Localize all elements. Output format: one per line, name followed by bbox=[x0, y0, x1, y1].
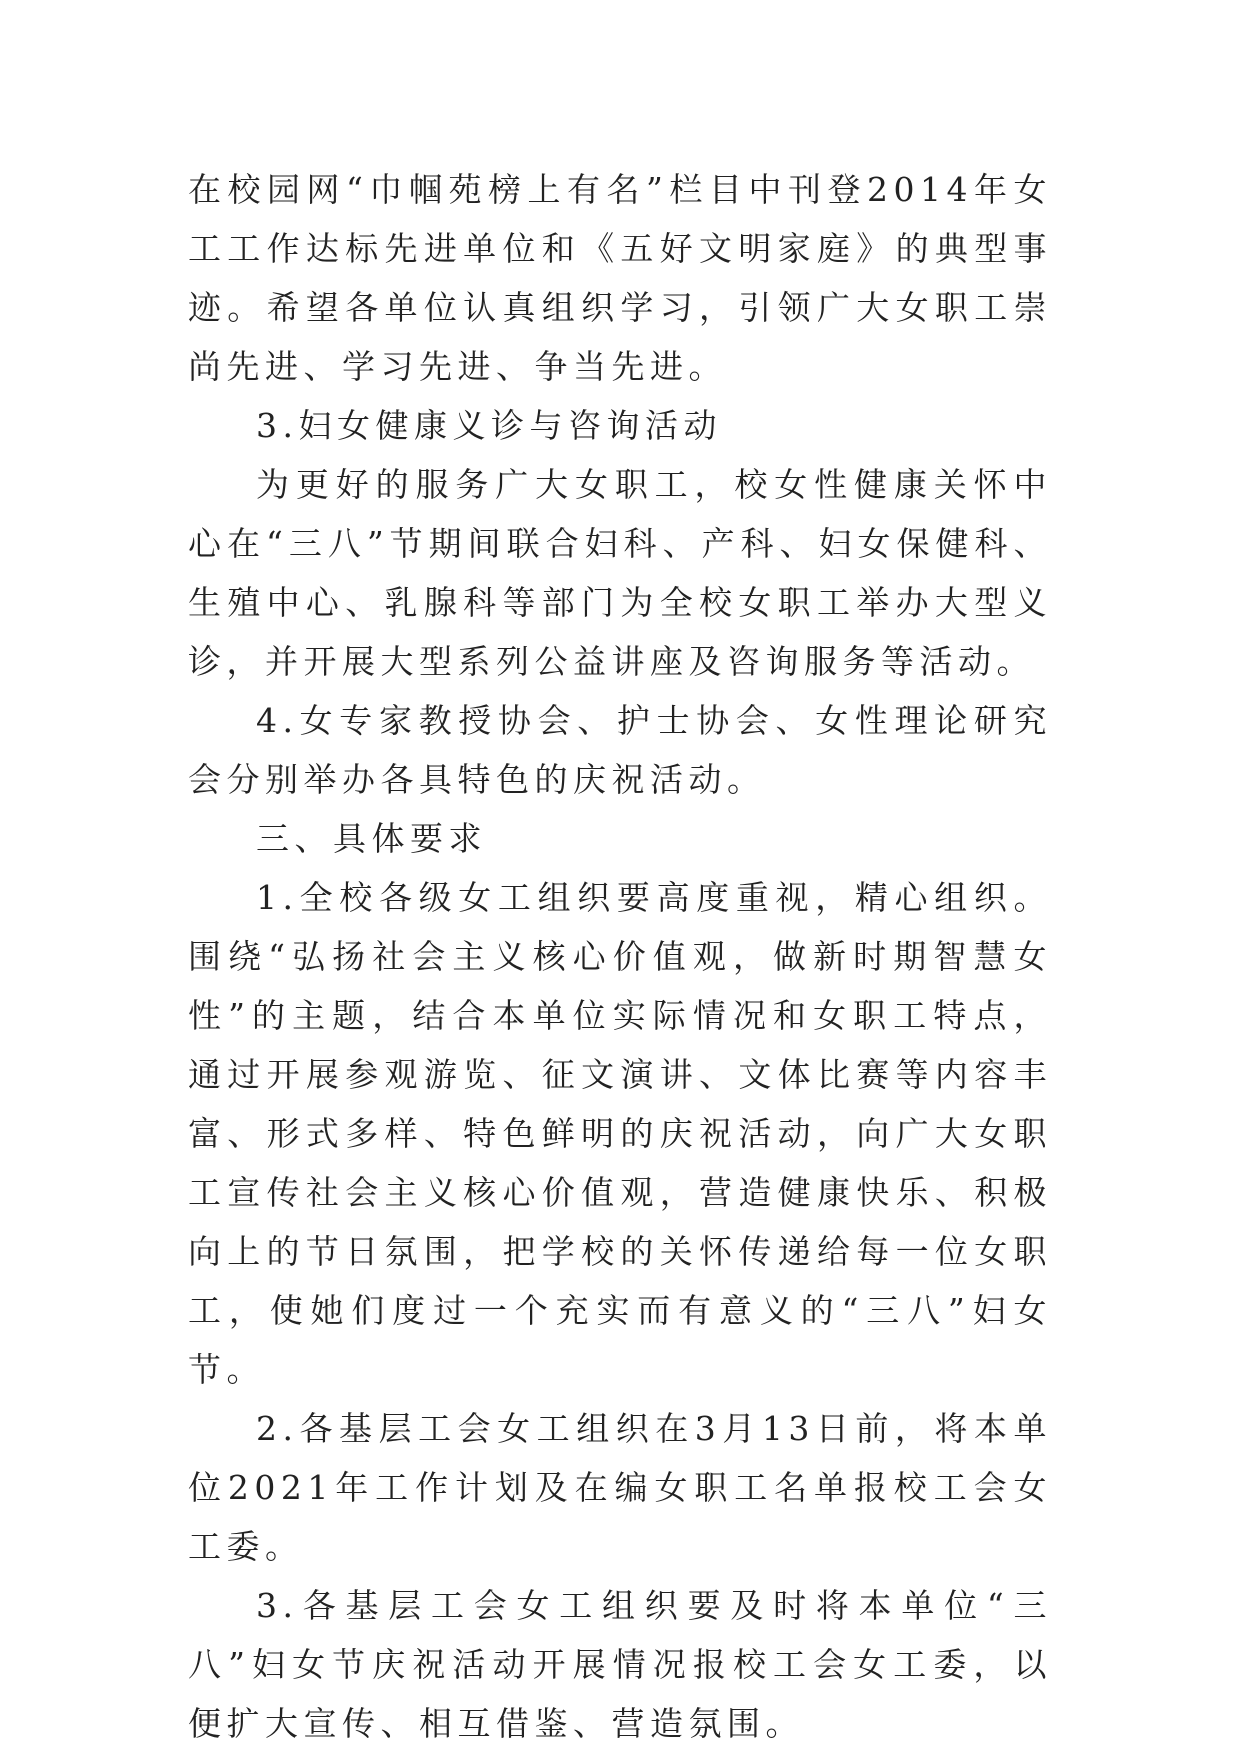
section-heading-requirements: 三、具体要求 bbox=[256, 819, 487, 858]
subheading-health-clinic: 3.妇女健康义诊与咨询活动 bbox=[256, 406, 722, 445]
paragraph-associations: 4.女专家教授协会、护士协会、女性理论研究会分别举办各具特色的庆祝活动。 bbox=[188, 701, 1052, 799]
paragraph-requirement-3: 3.各基层工会女工组织要及时将本单位“三八”妇女节庆祝活动开展情况报校工会女工委，以便扩大宣传、相互借鉴、营造氛围。 bbox=[188, 1586, 1052, 1743]
paragraph-health-clinic: 为更好的服务广大女职工，校女性健康关怀中心在“三八”节期间联合妇科、产科、妇女保健科、生殖中心、乳腺科等部门为全校女职工举办大型义诊，并开展大型系列公益讲座及咨询服务等活动。 bbox=[188, 465, 1052, 681]
paragraph-publication-notice: 在校园网“巾帼苑榜上有名”栏目中刊登2014年女工工作达标先进单位和《五好文明家庭》的典型事迹。希望各单位认真组织学习，引领广大女职工崇尚先进、学习先进、争当先进。 bbox=[188, 170, 1052, 386]
document-body bbox=[188, 160, 1052, 1753]
paragraph-requirement-1: 1.全校各级女工组织要高度重视，精心组织。围绕“弘扬社会主义核心价值观，做新时期智慧女性”的主题，结合本单位实际情况和女职工特点，通过开展参观游览、征文演讲、文体比赛等内容丰富、形式多样、特色鲜明的庆祝活动，向广大女职工宣传社会主义核心价值观，营造健康快乐、积极向上的节日氛围，把学校的关怀传递给每一位女职工，使她们度过一个充实而有意义的“三八”妇女节。 bbox=[188, 878, 1052, 1389]
paragraph-requirement-2: 2.各基层工会女工组织在3月13日前，将本单位2021年工作计划及在编女职工名单报校工会女工委。 bbox=[188, 1409, 1052, 1566]
